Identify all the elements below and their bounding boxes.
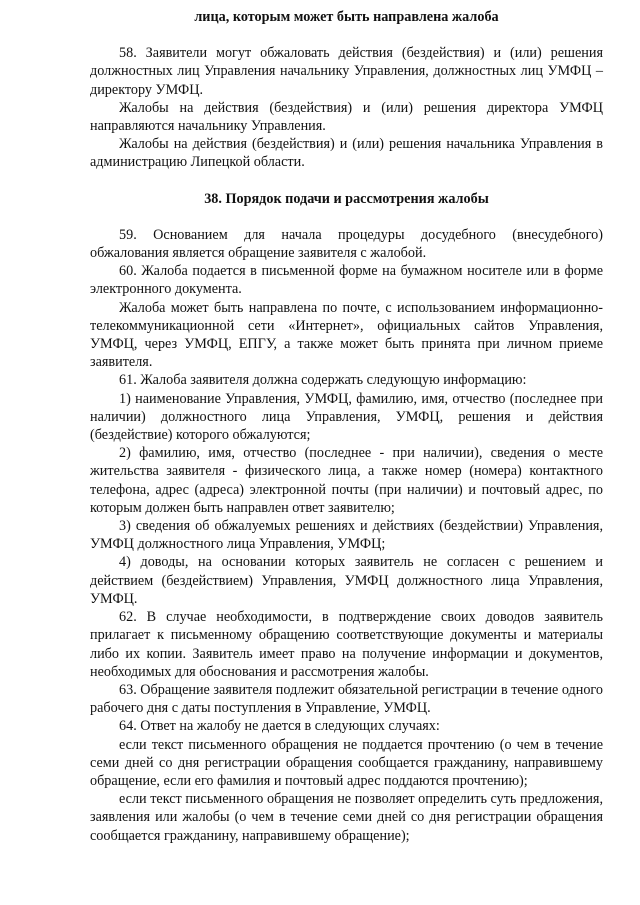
paragraph-63: 63. Обращение заявителя подлежит обязательной регистрации в течение одного рабочего дня с даты поступления в Управление, УМФЦ. [90, 681, 603, 717]
list-item-61-3: 3) сведения об обжалуемых решениях и действиях (бездействии) Управления, УМФЦ должностного лица Управления, УМФЦ; [90, 518, 603, 553]
paragraph-64-unclear: если текст письменного обращения не позволяет определить суть предложения, заявления или жалобы (о чем в течение семи дней со дня регистрации обращения сообщается гражданину, направившему обращение); [90, 791, 603, 844]
paragraph-60-delivery: Жалоба может быть направлена по почте, с использованием информационно-телекоммуникационной сети «Интернет», официальных сайтов Управления, УМФЦ, через УМФЦ, ЕПГУ, а также может быть принята при личном приеме заявителя. [90, 299, 603, 371]
paragraph-58: 58. Заявители могут обжаловать действия (бездействия) и (или) решения должностных лиц Управления начальнику Управления, должностных лиц УМФЦ – директору УМФЦ. [90, 45, 603, 98]
paragraph-58-department-head: Жалобы на действия (бездействия) и (или) решения начальника Управления в администрацию Липецкой области. [90, 136, 603, 171]
section-heading-continued: лица, которым может быть направлена жалоба [194, 9, 499, 25]
list-item-61-1: 1) наименование Управления, УМФЦ, фамилию, имя, отчество (последнее при наличии) должностного лица Управления, УМФЦ, решения и действия (бездействие) которого обжалуются; [90, 390, 603, 444]
paragraph-58-umfc-director: Жалобы на действия (бездействия) и (или) решения директора УМФЦ направляются начальнику Управления. [90, 99, 603, 135]
paragraph-61: 61. Жалоба заявителя должна содержать следующую информацию: [119, 372, 527, 389]
paragraph-60: 60. Жалоба подается в письменной форме на бумажном носителе или в форме электронного документа. [90, 263, 603, 298]
paragraph-64: 64. Ответ на жалобу не дается в следующих случаях: [119, 718, 440, 735]
paragraph-62: 62. В случае необходимости, в подтверждение своих доводов заявитель прилагает к письменному обращению соответствующие документы и материалы либо их копии. Заявитель имеет право на получение информации и документов, необходимых для обоснования и рассмотрения жалобы. [90, 609, 603, 680]
list-item-61-2: 2) фамилию, имя, отчество (последнее - при наличии), сведения о месте жительства заявителя - физического лица, а также номер (номера) контактного телефона, адрес (адреса) электронной почты (при наличии) и почтовый адрес, по которым должен быть направлен ответ заявителю; [90, 445, 603, 516]
list-item-61-4: 4) доводы, на основании которых заявитель не согласен с решением и действием (бездействием) Управления, УМФЦ должностного лица Управления, УМФЦ. [90, 554, 603, 607]
document-page [90, 8, 603, 845]
paragraph-64-unreadable: если текст письменного обращения не поддается прочтению (о чем в течение семи дней со дня регистрации обращения сообщается гражданину, направившему обращение, если его фамилия и почтовый адрес поддаются прочтению); [90, 736, 603, 789]
section-heading-38: 38. Порядок подачи и рассмотрения жалобы [204, 190, 489, 207]
paragraph-59: 59. Основанием для начала процедуры досудебного (внесудебного) обжалования является обращение заявителя с жалобой. [90, 226, 603, 262]
